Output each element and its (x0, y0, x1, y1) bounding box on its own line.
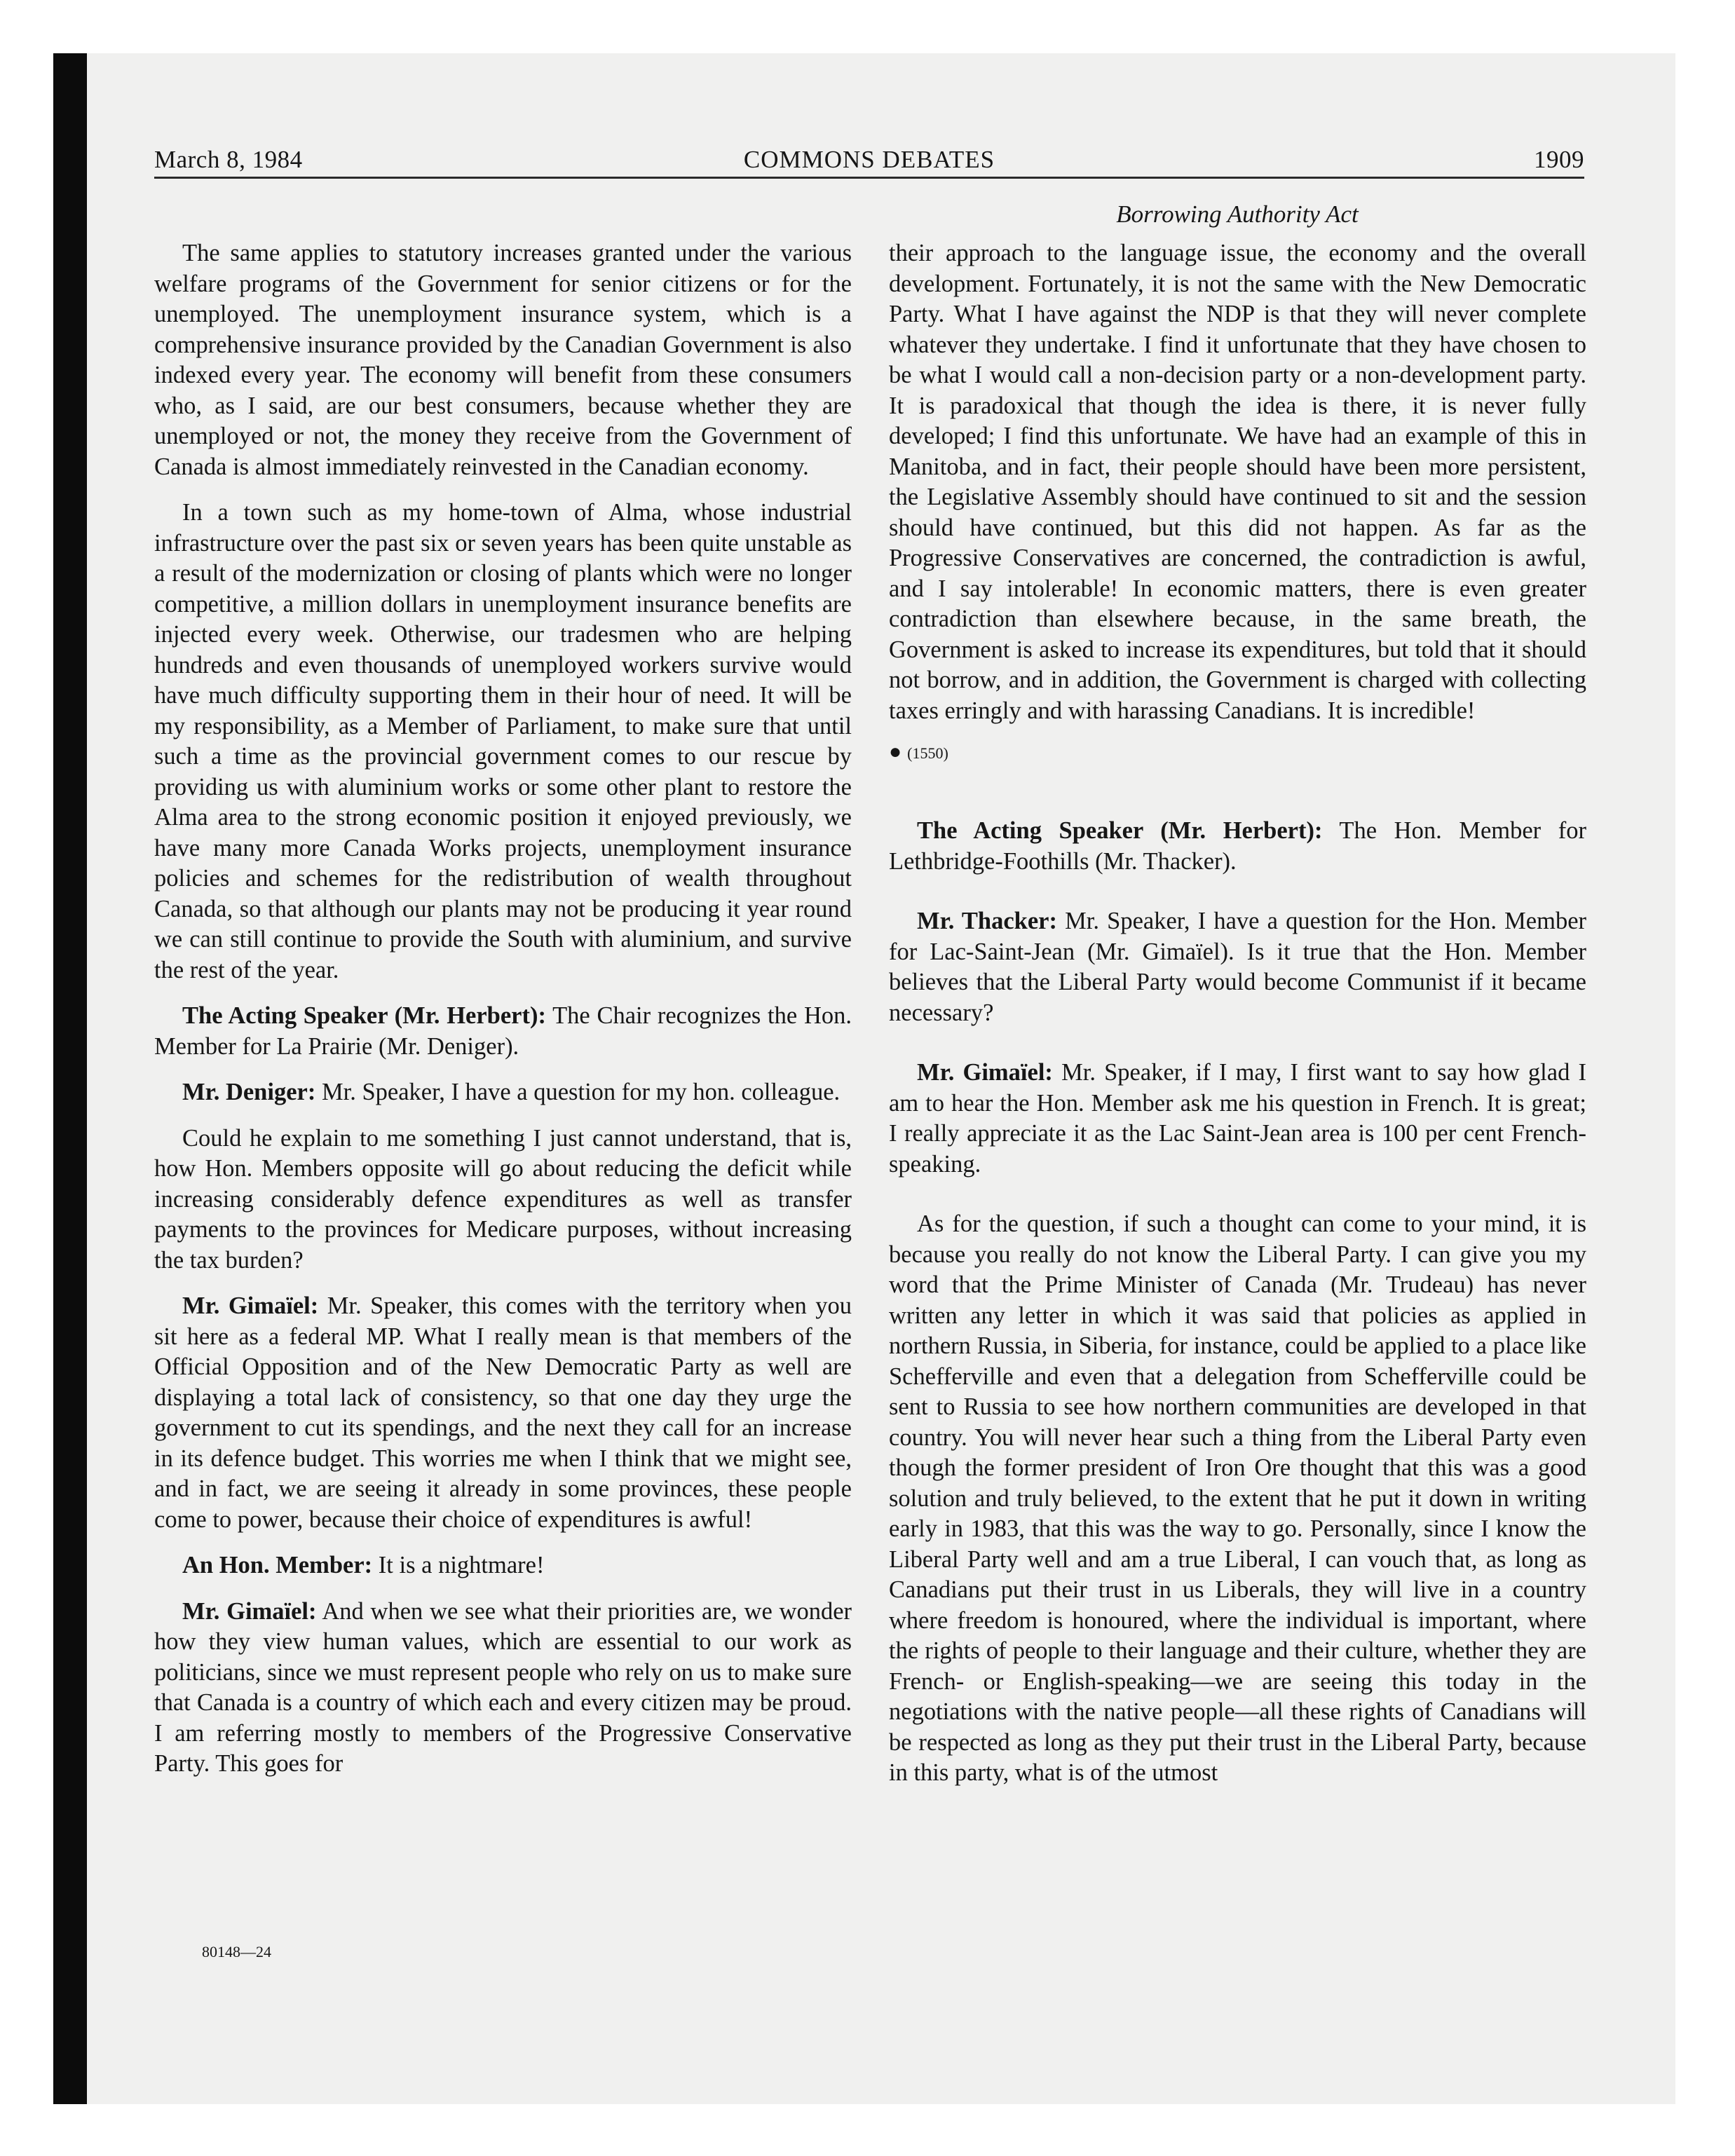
paragraph (154, 1597, 852, 1780)
paragraph-text: And when we see what their priorities are, we wonder how they view human values, which are essential to our work as politicians, since we must represent people who rely on us to make sure that Canada is a country of which each and every citizen may be proud. I am referring mostly to members of the Progressive Conservative Party. This goes for (154, 1597, 852, 1777)
speaker-name: Mr. Thacker: (917, 908, 1057, 934)
paragraph (154, 1291, 852, 1535)
header-publication: COMMONS DEBATES (743, 146, 995, 173)
speaker-name: Mr. Gimaïel: (182, 1292, 319, 1319)
speaker-name: Mr. Deniger: (182, 1079, 316, 1105)
paragraph-text: Mr. Speaker, I have a question for the Hon. Member for Lac-Saint-Jean (Mr. Gimaïel). Is it true that the Hon. Member believes that the Liberal Party would become Communist if it became necessary? (889, 908, 1587, 1026)
paragraph-text: Could he explain to me something I just cannot understand, that is, how Hon. Members opposite will go about reducing the deficit while increasing considerably defence expenditures as well as transfer payments to the provinces for Medicare purposes, without increasing the tax burden? (154, 1124, 852, 1274)
speaker-name: Mr. Gimaïel: (182, 1597, 317, 1625)
paragraph (154, 1001, 852, 1062)
paragraph-text: As for the question, if such a thought can come to your mind, it is because you really do not know the Liberal Party. I can give you my word that the Prime Minister of Canada (Mr. Trudeau) has never written any letter in which it was said that policies as applied in northern Russia, in Siberia, for instance, could be applied to a place like Schefferville and even that a delegation from Schefferville could be sent to Russia to see how northern communities are developed in that country. You will never hear such a thing from the Liberal Party even though the former president of Iron Ore thought that this was a good solution and truly believed, to the extent that he put it down in writing early in 1983, that this was the way to go. Personally, since I know the Liberal Party well and am a true Liberal, I can vouch that, as long as Canadians put their trust in us Liberals, they will live in a country where freedom is honoured, where the individual is important, where the rights of people to their language and their culture, whether they are French- or English-speaking—we are seeing this today in the negotiations with the native people—all these rights of Canadians will be respected as long as they put their trust in the Liberal Party, because in this party, what is of the utmost (889, 1210, 1586, 1786)
running-head: Borrowing Authority Act (1116, 200, 1359, 228)
paragraph (154, 1550, 852, 1581)
speaker-name: The Acting Speaker (Mr. Herbert): (917, 817, 1323, 844)
paragraph-text: Mr. Speaker, this comes with the territory when you sit here as a federal MP. What I really mean is that members of the Official Opposition and of the New Democratic Party as well are displaying a total lack of consistency, so that one day they urge the government to cut its spendings, and the next they call for an increase in its defence budget. This worries me when I think that we might see, and in fact, we are seeing it already in some provinces, these people come to power, because their choice of expenditures is awful! (154, 1292, 852, 1533)
paragraph-text: The Hon. Member for Lethbridge-Foothills (Mr. Thacker). (889, 817, 1586, 875)
scan-binding-edge (53, 53, 87, 2104)
paragraph-text: their approach to the language issue, the economy and the overall development. Fortunately, it is not the same with the New Democratic Party. What I have against the NDP is that they will never complete whatever they undertake. I find it unfortunate that they have chosen to be what I would call a non-decision party or a non-development party. It is paradoxical that though the idea is there, it is never fully developed; I find this unfortunate. We have had an example of this in Manitoba, and in fact, their people should have been more persistent, the Legislative Assembly should have continued to sit and the session should have continued, but this did not happen. As far as the Progressive Conservatives are concerned, the contradiction is awful, and I say intolerable! In economic matters, there is even greater contradiction than elsewhere because, in the same breath, the Government is asked to increase its expenditures, but told that it should not borrow, and in addition, the Government is charged with collecting taxes erringly and with harassing Canadians. It is incredible! (889, 240, 1586, 724)
speaker-name: The Acting Speaker (Mr. Herbert): (182, 1002, 546, 1029)
header-page-number: 1909 (1534, 146, 1584, 173)
paragraph (154, 1077, 852, 1108)
scan-margin (0, 0, 1735, 53)
paragraph (889, 238, 1586, 726)
header-rule (154, 177, 1584, 179)
paragraph-text: Mr. Speaker, I have a question for my hon. colleague. (315, 1079, 841, 1105)
paragraph (889, 816, 1586, 877)
paragraph (154, 1124, 852, 1276)
speaker-name: Mr. Gimaïel: (917, 1059, 1053, 1086)
paragraph (889, 906, 1586, 1028)
speaker-name: An Hon. Member: (182, 1552, 373, 1578)
paragraph (154, 498, 852, 985)
footer-print-code: 80148—24 (202, 1943, 271, 1960)
paragraph (154, 238, 852, 482)
paragraph-text: In a town such as my home-town of Alma, whose industrial infrastructure over the past six or seven years has been quite unstable as a result of the modernization or closing of plants which were no longer competitive, a million dollars in unemployment insurance benefits are injected every week. Otherwise, our tradesmen who are helping hundreds and even thousands of unemployed workers survive would have much difficulty supporting them in their hour of need. It will be my responsibility, as a Member of Parliament, to make sure that until such a time as the provincial government comes to our rescue by providing us with aluminium works or some other plant to restore the Alma area to the strong economic position it enjoyed previously, we have many more Canada Works projects, unemployment insurance policies and schemes for the redistribution of wealth throughout Canada, so that although our plants may not be producing it year round we can still continue to provide the South with aluminium, and survive the rest of the year. (154, 499, 852, 983)
paragraph (889, 1209, 1586, 1789)
paragraph-text: Mr. Speaker, if I may, I first want to say how glad I am to hear the Hon. Member ask me his question in French. It is great; I really appreciate it as the Lac Saint-Jean area is 100 per cent French-speaking. (889, 1059, 1586, 1178)
paragraph-text: It is a nightmare! (372, 1552, 545, 1578)
paragraph-text: The Chair recognizes the Hon. Member for La Prairie (Mr. Deniger). (154, 1002, 852, 1060)
left-column (154, 238, 852, 1795)
time-stamp: (1550) (907, 744, 948, 762)
right-column (889, 238, 1586, 1804)
page-header (154, 144, 1584, 176)
bullet-icon: ● (889, 740, 902, 763)
time-marker (889, 742, 1586, 764)
paragraph (889, 1058, 1586, 1180)
header-date: March 8, 1984 (154, 146, 303, 173)
paragraph-text: The same applies to statutory increases granted under the various welfare programs of the Government for senior citizens or for the unemployed. The unemployment insurance system, which is a comprehensive insurance provided by the Canadian Government is also indexed every year. The economy will benefit from these consumers who, as I said, are our best consumers, because whether they are unemployed or not, the money they receive from the Government of Canada is almost immediately reinvested in the Canadian economy. (154, 240, 852, 480)
